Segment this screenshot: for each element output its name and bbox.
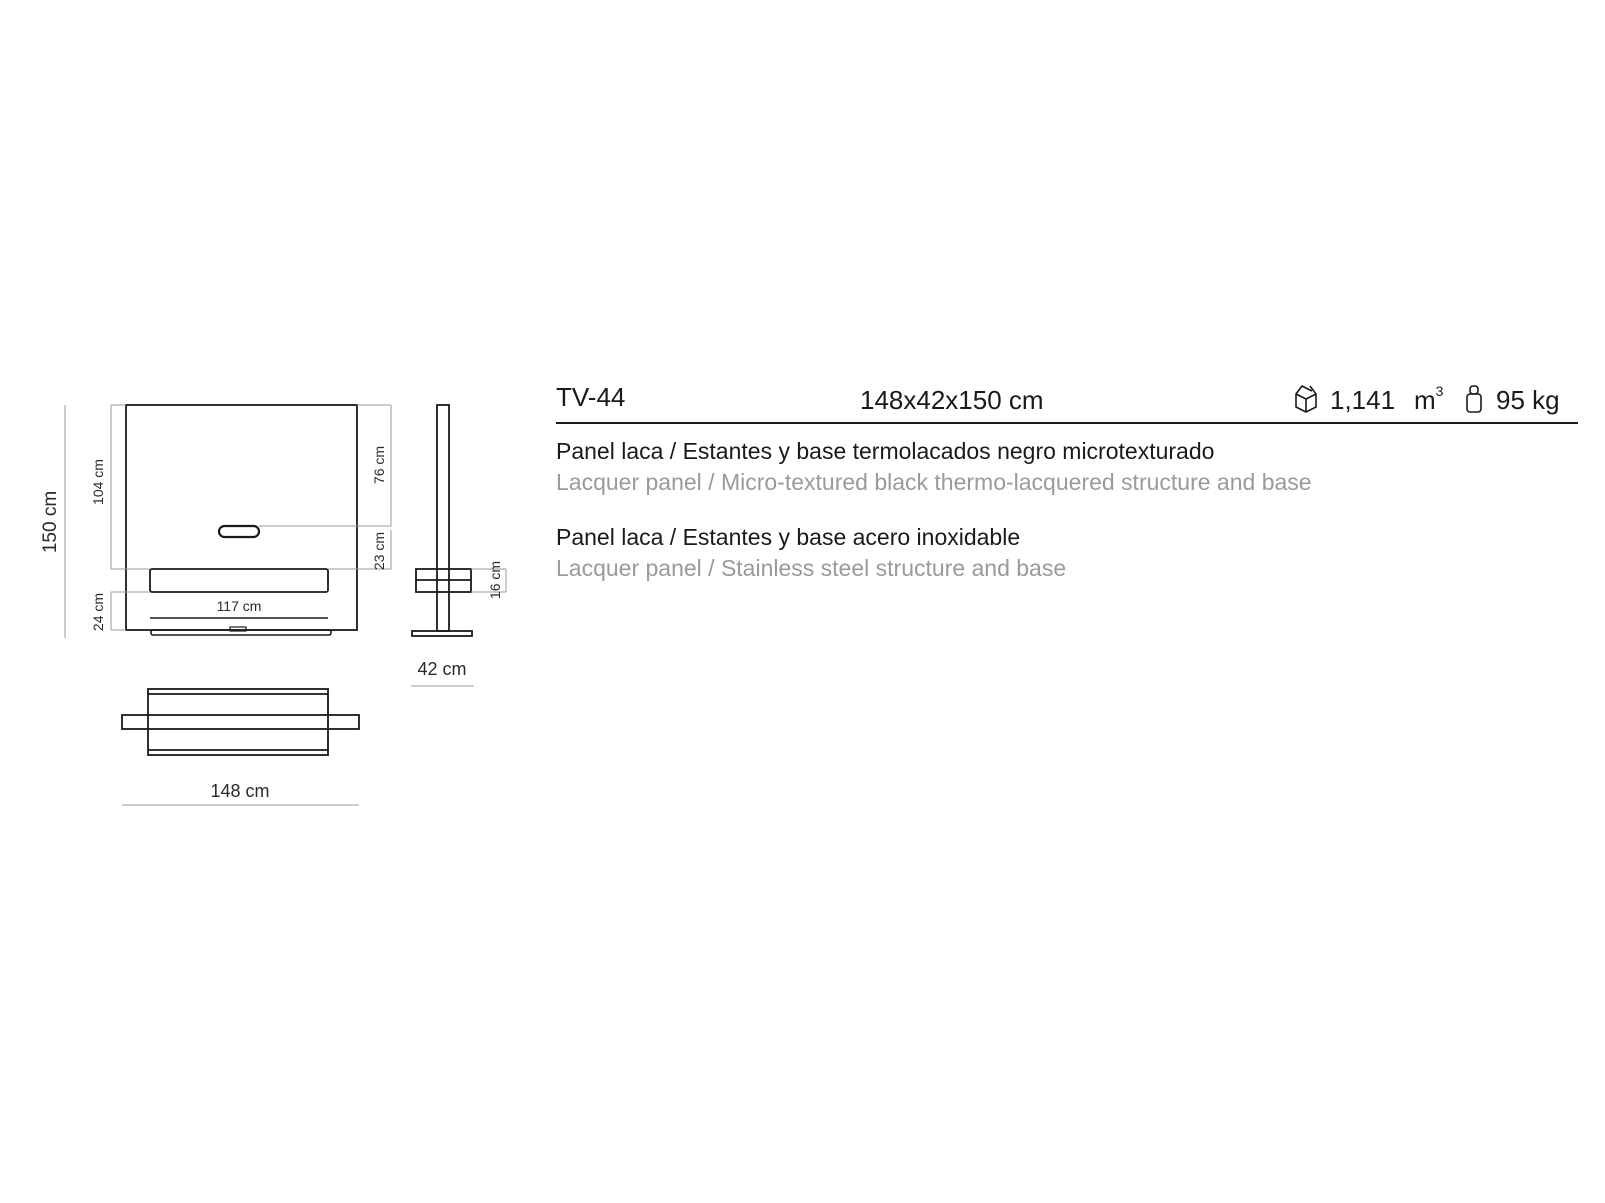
top-panel (122, 715, 359, 729)
weight-value: 95 kg (1496, 385, 1560, 415)
dim-shelf-width: 117 cm (216, 598, 262, 614)
front-panel (126, 405, 357, 630)
spec-header (556, 378, 1578, 422)
top-view (122, 689, 359, 755)
dim-width: 148 cm (210, 781, 270, 801)
finish-1-es: Panel laca / Estantes y base termolacados negro microtexturado (556, 438, 1215, 464)
front-shelf (150, 569, 328, 592)
overall-dimensions: 148x42x150 cm (860, 385, 1044, 415)
technical-drawing (0, 0, 503, 820)
volume-value: 1,141 (1330, 385, 1396, 415)
model-name: TV-44 (556, 382, 626, 412)
dim-handle-gap: 23 cm (371, 531, 387, 571)
dim-shelf-thickness: 16 cm (487, 560, 503, 600)
volume-exponent: 3 (1435, 383, 1444, 399)
weight-icon (1464, 382, 1484, 414)
side-base-plate (412, 631, 472, 636)
side-upright (437, 405, 449, 631)
volume-unit: $m^3$ (1414, 383, 1444, 415)
dim-upper-height: 76 cm (371, 445, 387, 485)
finish-2-es: Panel laca / Estantes y base acero inoxidable (556, 524, 1021, 550)
side-view (412, 405, 472, 636)
dim-panel-height: 104 cm (90, 459, 106, 505)
dim-shelf-height: 24 cm (90, 592, 106, 632)
spec-divider (556, 422, 1578, 424)
dim-depth: 42 cm (417, 659, 467, 679)
front-handle (219, 526, 259, 537)
front-base-joint (230, 627, 246, 631)
finish-1-en: Lacquer panel / Micro-textured black thermo-lacquered structure and base (556, 469, 1312, 495)
dim-total-height: 150 cm (40, 490, 61, 554)
top-shelf (148, 689, 328, 755)
box-icon (1292, 382, 1320, 414)
finish-2-en: Lacquer panel / Stainless steel structure and base (556, 555, 1067, 581)
